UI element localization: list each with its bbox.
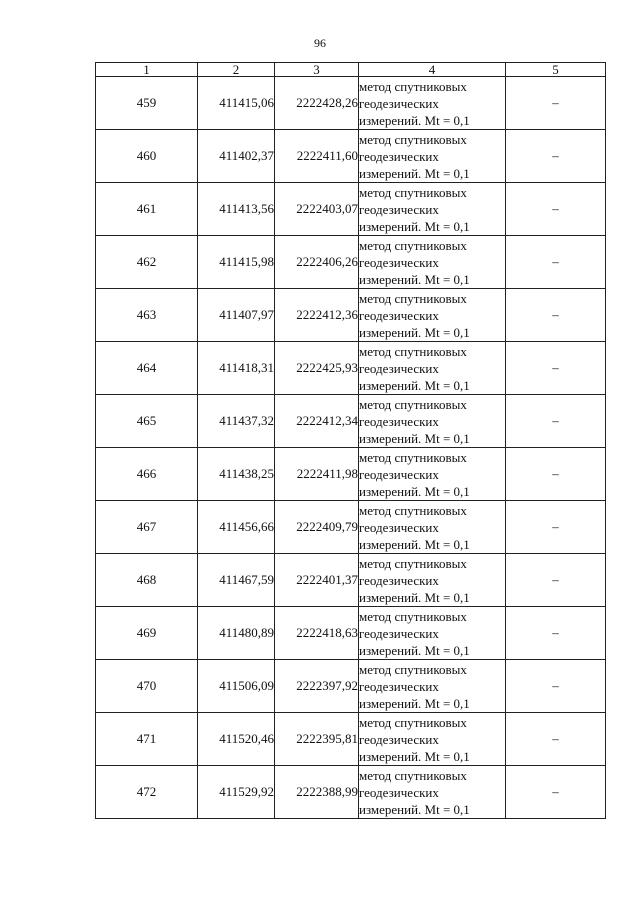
method-line: геодезических xyxy=(359,254,439,270)
note-cell: – xyxy=(506,236,606,289)
method-cell xyxy=(359,183,506,236)
method-cell xyxy=(359,448,506,501)
point-number-cell: 459 xyxy=(96,77,198,130)
y-coordinate-cell: 2222425,93 xyxy=(275,342,359,395)
method-cell xyxy=(359,236,506,289)
table-row xyxy=(96,395,606,448)
method-line: измерений. Mt = 0,1 xyxy=(359,642,470,658)
x-coordinate-cell: 411418,31 xyxy=(198,342,275,395)
note-cell: – xyxy=(506,77,606,130)
table-row xyxy=(96,183,606,236)
column-header-4: 4 xyxy=(359,63,506,77)
method-cell xyxy=(359,501,506,554)
method-line: геодезических xyxy=(359,413,439,429)
table-row xyxy=(96,713,606,766)
y-coordinate-cell: 2222412,34 xyxy=(275,395,359,448)
x-coordinate-cell: 411438,25 xyxy=(198,448,275,501)
point-number-cell: 465 xyxy=(96,395,198,448)
note-cell: – xyxy=(506,501,606,554)
note-cell: – xyxy=(506,448,606,501)
method-line: измерений. Mt = 0,1 xyxy=(359,430,470,446)
x-coordinate-cell: 411415,98 xyxy=(198,236,275,289)
y-coordinate-cell: 2222397,92 xyxy=(275,660,359,713)
method-cell xyxy=(359,660,506,713)
x-coordinate-cell: 411456,66 xyxy=(198,501,275,554)
method-cell xyxy=(359,713,506,766)
x-coordinate-cell: 411506,09 xyxy=(198,660,275,713)
method-line: геодезических xyxy=(359,784,439,800)
method-line: геодезических xyxy=(359,678,439,694)
method-line: геодезических xyxy=(359,731,439,747)
point-number-cell: 472 xyxy=(96,766,198,819)
x-coordinate-cell: 411529,92 xyxy=(198,766,275,819)
method-line: геодезических xyxy=(359,572,439,588)
y-coordinate-cell: 2222411,98 xyxy=(275,448,359,501)
method-cell xyxy=(359,766,506,819)
method-line: измерений. Mt = 0,1 xyxy=(359,324,470,340)
y-coordinate-cell: 2222406,26 xyxy=(275,236,359,289)
y-coordinate-cell: 2222409,79 xyxy=(275,501,359,554)
x-coordinate-cell: 411402,37 xyxy=(198,130,275,183)
method-line: измерений. Mt = 0,1 xyxy=(359,377,470,393)
column-header-1: 1 xyxy=(96,63,198,77)
point-number-cell: 463 xyxy=(96,289,198,342)
table-row xyxy=(96,554,606,607)
method-cell xyxy=(359,607,506,660)
point-number-cell: 471 xyxy=(96,713,198,766)
method-cell xyxy=(359,395,506,448)
x-coordinate-cell: 411480,89 xyxy=(198,607,275,660)
method-line: измерений. Mt = 0,1 xyxy=(359,536,470,552)
note-cell: – xyxy=(506,289,606,342)
table-body xyxy=(96,77,606,819)
method-cell xyxy=(359,554,506,607)
x-coordinate-cell: 411467,59 xyxy=(198,554,275,607)
method-line: измерений. Mt = 0,1 xyxy=(359,695,470,711)
method-line: геодезических xyxy=(359,148,439,164)
table-row xyxy=(96,77,606,130)
method-line: метод спутниковых xyxy=(359,555,467,571)
method-line: измерений. Mt = 0,1 xyxy=(359,218,470,234)
method-cell xyxy=(359,130,506,183)
method-line: метод спутниковых xyxy=(359,608,467,624)
method-line: метод спутниковых xyxy=(359,502,467,518)
note-cell: – xyxy=(506,607,606,660)
y-coordinate-cell: 2222428,26 xyxy=(275,77,359,130)
y-coordinate-cell: 2222395,81 xyxy=(275,713,359,766)
column-header-5: 5 xyxy=(506,63,606,77)
method-line: метод спутниковых xyxy=(359,396,467,412)
method-line: измерений. Mt = 0,1 xyxy=(359,589,470,605)
x-coordinate-cell: 411407,97 xyxy=(198,289,275,342)
y-coordinate-cell: 2222411,60 xyxy=(275,130,359,183)
note-cell: – xyxy=(506,395,606,448)
table-row xyxy=(96,448,606,501)
method-cell xyxy=(359,342,506,395)
method-line: геодезических xyxy=(359,201,439,217)
method-line: геодезических xyxy=(359,95,439,111)
point-number-cell: 466 xyxy=(96,448,198,501)
point-number-cell: 462 xyxy=(96,236,198,289)
note-cell: – xyxy=(506,342,606,395)
point-number-cell: 467 xyxy=(96,501,198,554)
table-row xyxy=(96,607,606,660)
x-coordinate-cell: 411520,46 xyxy=(198,713,275,766)
point-number-cell: 468 xyxy=(96,554,198,607)
method-line: метод спутниковых xyxy=(359,714,467,730)
note-cell: – xyxy=(506,183,606,236)
column-header-2: 2 xyxy=(198,63,275,77)
table-header-row xyxy=(96,63,606,77)
note-cell: – xyxy=(506,713,606,766)
method-line: измерений. Mt = 0,1 xyxy=(359,483,470,499)
y-coordinate-cell: 2222418,63 xyxy=(275,607,359,660)
note-cell: – xyxy=(506,554,606,607)
method-line: метод спутниковых xyxy=(359,343,467,359)
coordinates-table xyxy=(95,62,606,819)
point-number-cell: 470 xyxy=(96,660,198,713)
point-number-cell: 469 xyxy=(96,607,198,660)
method-cell xyxy=(359,289,506,342)
y-coordinate-cell: 2222388,99 xyxy=(275,766,359,819)
method-line: измерений. Mt = 0,1 xyxy=(359,165,470,181)
point-number-cell: 460 xyxy=(96,130,198,183)
note-cell: – xyxy=(506,130,606,183)
note-cell: – xyxy=(506,766,606,819)
method-line: измерений. Mt = 0,1 xyxy=(359,748,470,764)
method-line: метод спутниковых xyxy=(359,237,467,253)
method-line: измерений. Mt = 0,1 xyxy=(359,801,470,817)
method-line: метод спутниковых xyxy=(359,449,467,465)
x-coordinate-cell: 411437,32 xyxy=(198,395,275,448)
method-line: метод спутниковых xyxy=(359,661,467,677)
y-coordinate-cell: 2222412,36 xyxy=(275,289,359,342)
method-cell xyxy=(359,77,506,130)
y-coordinate-cell: 2222403,07 xyxy=(275,183,359,236)
note-cell: – xyxy=(506,660,606,713)
method-line: метод спутниковых xyxy=(359,184,467,200)
method-line: метод спутниковых xyxy=(359,290,467,306)
x-coordinate-cell: 411415,06 xyxy=(198,77,275,130)
method-line: метод спутниковых xyxy=(359,78,467,94)
method-line: геодезических xyxy=(359,360,439,376)
table-row xyxy=(96,342,606,395)
table-row xyxy=(96,289,606,342)
x-coordinate-cell: 411413,56 xyxy=(198,183,275,236)
point-number-cell: 464 xyxy=(96,342,198,395)
method-line: геодезических xyxy=(359,307,439,323)
y-coordinate-cell: 2222401,37 xyxy=(275,554,359,607)
method-line: измерений. Mt = 0,1 xyxy=(359,271,470,287)
method-line: геодезических xyxy=(359,519,439,535)
column-header-3: 3 xyxy=(275,63,359,77)
table-row xyxy=(96,766,606,819)
method-line: геодезических xyxy=(359,625,439,641)
method-line: геодезических xyxy=(359,466,439,482)
method-line: метод спутниковых xyxy=(359,767,467,783)
page-number: 96 xyxy=(314,36,326,50)
table-row xyxy=(96,660,606,713)
table-row xyxy=(96,501,606,554)
point-number-cell: 461 xyxy=(96,183,198,236)
table-row xyxy=(96,236,606,289)
method-line: метод спутниковых xyxy=(359,131,467,147)
table-row xyxy=(96,130,606,183)
method-line: измерений. Mt = 0,1 xyxy=(359,112,470,128)
